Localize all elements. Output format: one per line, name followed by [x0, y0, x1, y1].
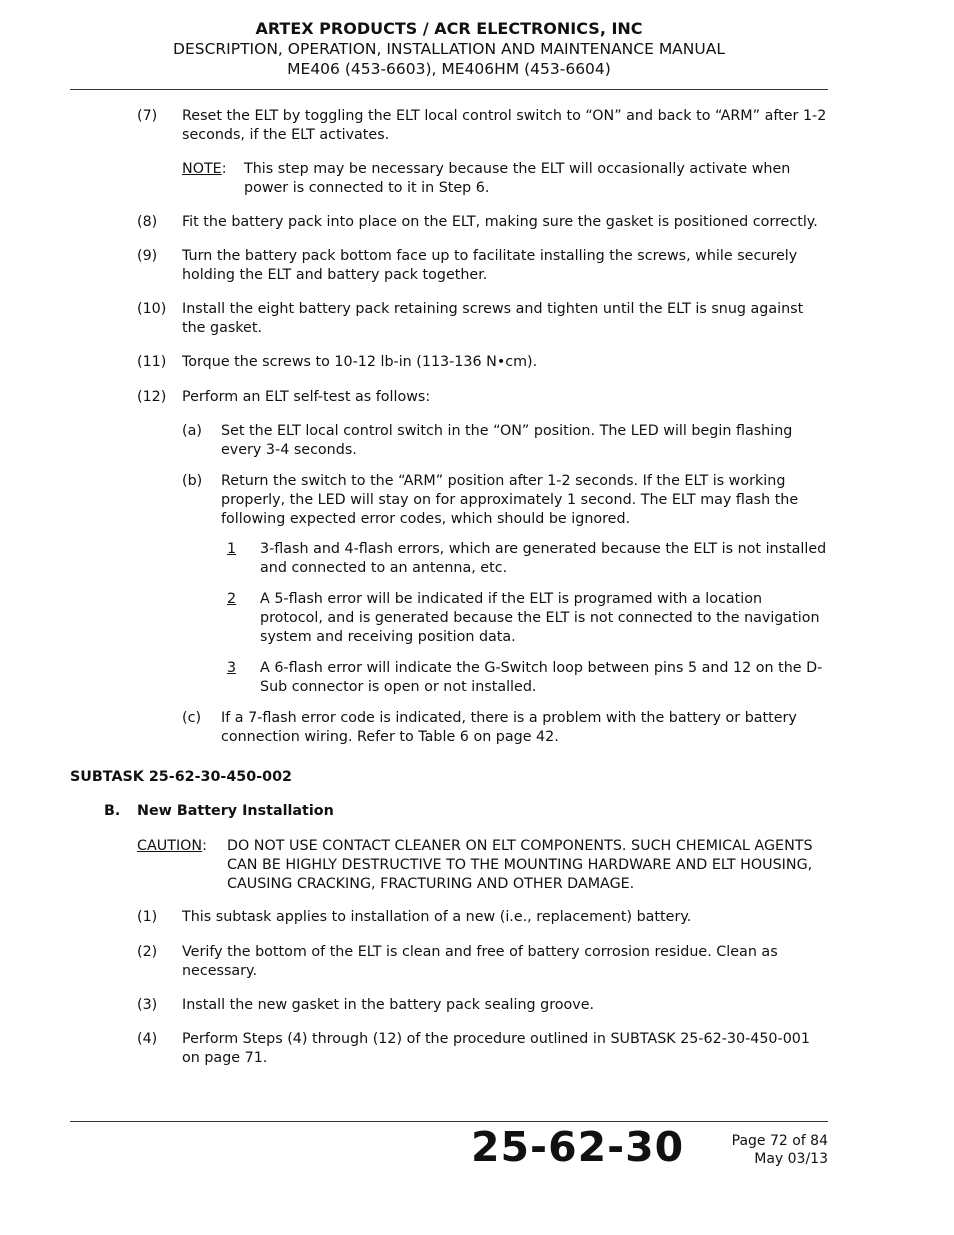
caution-label-group [137, 837, 207, 856]
step-number: (11) [137, 354, 167, 370]
step-text: This subtask applies to installation of a new (i.e., replacement) battery. [182, 909, 692, 925]
substep-letter: (c) [182, 710, 202, 726]
chapter-code: 25-62-30 [471, 1123, 685, 1171]
substep-letter: (a) [182, 423, 202, 439]
manual-title: DESCRIPTION, OPERATION, INSTALLATION AND MAINTENANCE MANUAL [173, 40, 725, 58]
note-label-group [182, 160, 227, 179]
subtask-heading: SUBTASK 25-62-30-450-002 [70, 769, 292, 785]
substep-text: Set the ELT local control switch in the “ON” position. The LED will begin flashing every 3-4 seconds. [221, 423, 793, 458]
step-number: (9) [137, 248, 158, 264]
page-number: Page 72 of 84 [731, 1133, 828, 1149]
step-number: (3) [137, 997, 158, 1013]
header-rule [70, 89, 828, 90]
section-title: New Battery Installation [137, 803, 334, 819]
note-colon: : [221, 161, 227, 177]
company-name: ARTEX PRODUCTS / ACR ELECTRONICS, INC [255, 19, 643, 38]
error-number: 2 [227, 591, 237, 607]
step-text: Fit the battery pack into place on the ELT, making sure the gasket is positioned correctly. [182, 214, 818, 230]
substep-text: Return the switch to the “ARM” position after 1-2 seconds. If the ELT is working properly, the LED will stay on for approximately 1 second. The ELT may flash the following expected error codes, which should be ignored. [221, 473, 799, 527]
error-text: 3-flash and 4-flash errors, which are generated because the ELT is not installed and connected to an antenna, etc. [260, 541, 827, 576]
step-number: (2) [137, 944, 158, 960]
substep-text: If a 7-flash error code is indicated, there is a problem with the battery or battery connection wiring. Refer to Table 6 on page 42. [221, 710, 797, 745]
step-number: (7) [137, 108, 158, 124]
revision-date: May 03/13 [754, 1151, 828, 1167]
model-numbers: ME406 (453-6603), ME406HM (453-6604) [287, 60, 611, 78]
error-number: 1 [227, 541, 237, 557]
note-label: NOTE [182, 161, 222, 177]
substep-letter: (b) [182, 473, 203, 489]
step-number: (12) [137, 389, 167, 405]
step-text: Install the eight battery pack retaining screws and tighten until the ELT is snug against the gasket. [182, 301, 804, 336]
step-number: (4) [137, 1031, 158, 1047]
step-text: Verify the bottom of the ELT is clean and free of battery corrosion residue. Clean as necessary. [182, 944, 778, 979]
page-header [70, 19, 828, 79]
error-text: A 6-flash error will indicate the G-Switch loop between pins 5 and 12 on the D-Sub connector is open or not installed. [260, 660, 823, 695]
section-letter: B. [104, 803, 121, 819]
step-number: (10) [137, 301, 167, 317]
caution-colon: : [202, 838, 207, 854]
step-number: (8) [137, 214, 158, 230]
note-text: This step may be necessary because the ELT will occasionally activate when power is connected to it in Step 6. [244, 161, 791, 196]
step-text: Perform Steps (4) through (12) of the procedure outlined in SUBTASK 25-62-30-450-001 on page 71. [182, 1031, 810, 1066]
step-number: (1) [137, 909, 158, 925]
page-info [690, 1132, 828, 1168]
caution-text: DO NOT USE CONTACT CLEANER ON ELT COMPONENTS. SUCH CHEMICAL AGENTS CAN BE HIGHLY DESTRUCTIVE TO THE MOUNTING HARDWARE AND ELT HOUSING, CAUSING CRACKING, FRACTURING AND OTHER DAMAGE. [227, 838, 813, 892]
footer-rule [70, 1121, 828, 1122]
step-text: Reset the ELT by toggling the ELT local control switch to “ON” and back to “ARM” after 1-2 seconds, if the ELT activates. [182, 108, 827, 143]
error-text: A 5-flash error will be indicated if the ELT is programed with a location protocol, and is generated because the ELT is not connected to the navigation system and receiving position data. [260, 591, 820, 645]
step-text: Perform an ELT self-test as follows: [182, 389, 431, 405]
step-text: Install the new gasket in the battery pack sealing groove. [182, 997, 595, 1013]
step-text: Turn the battery pack bottom face up to facilitate installing the screws, while securely holding the ELT and battery pack together. [182, 248, 798, 283]
step-text: Torque the screws to 10-12 lb-in (113-136 N•cm). [182, 354, 538, 370]
error-number: 3 [227, 660, 237, 676]
caution-label: CAUTION [137, 838, 203, 854]
